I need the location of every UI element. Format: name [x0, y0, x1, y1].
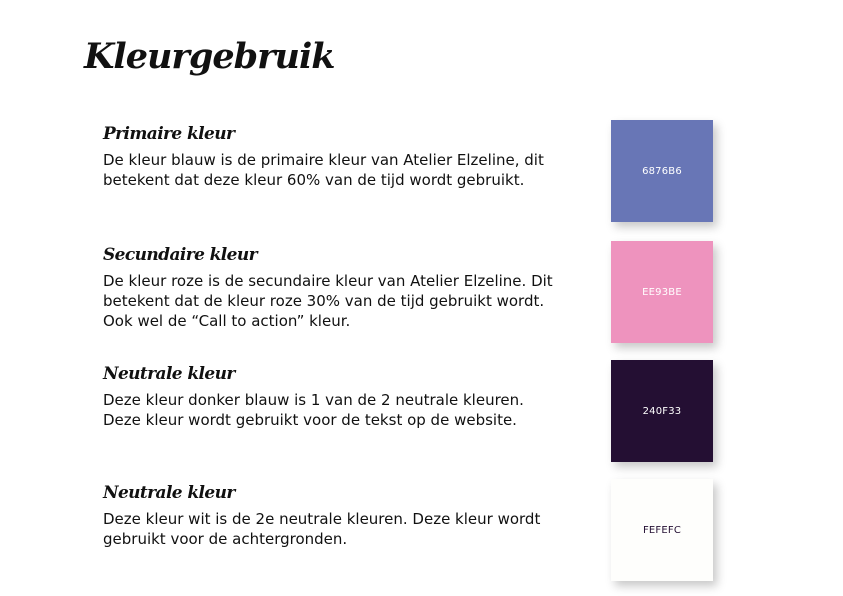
- color-section-secondary: [103, 245, 573, 331]
- description-line: Deze kleur wit is de 2e neutrale kleuren. Deze kleur wordt: [103, 510, 541, 528]
- color-section-primary: [103, 124, 573, 190]
- swatch-hex-code: 240F33: [642, 405, 682, 417]
- section-heading: Neutrale kleur: [103, 483, 235, 503]
- description-line: Ook wel de “Call to action” kleur.: [103, 312, 351, 330]
- color-swatch-neutral-dark: [611, 360, 713, 462]
- description-line: De kleur roze is de secundaire kleur van Atelier Elzeline. Dit: [103, 272, 553, 290]
- section-description: [103, 150, 563, 190]
- swatch-hex-code: EE93BE: [642, 286, 682, 298]
- swatch-hex-code: FEFEFC: [642, 524, 682, 536]
- section-heading: Primaire kleur: [103, 124, 235, 144]
- description-line: betekent dat de kleur roze 30% van de tijd gebruikt wordt.: [103, 292, 545, 310]
- section-description: [103, 390, 563, 430]
- section-heading: Neutrale kleur: [103, 364, 235, 384]
- color-swatch-neutral-light: [611, 479, 713, 581]
- section-description: [103, 509, 563, 549]
- description-line: Deze kleur wordt gebruikt voor de tekst op de website.: [103, 411, 517, 429]
- color-section-neutral-light: [103, 483, 573, 549]
- description-line: betekent dat deze kleur 60% van de tijd wordt gebruikt.: [103, 171, 525, 189]
- section-description: [103, 271, 563, 331]
- section-heading: Secundaire kleur: [103, 245, 257, 265]
- color-section-neutral-dark: [103, 364, 573, 430]
- description-line: gebruikt voor de achtergronden.: [103, 530, 348, 548]
- color-swatch-primary: [611, 120, 713, 222]
- page-title: Kleurgebruik: [84, 36, 335, 77]
- swatch-hex-code: 6876B6: [642, 165, 682, 177]
- description-line: Deze kleur donker blauw is 1 van de 2 neutrale kleuren.: [103, 391, 524, 409]
- color-swatch-secondary: [611, 241, 713, 343]
- description-line: De kleur blauw is de primaire kleur van Atelier Elzeline, dit: [103, 151, 544, 169]
